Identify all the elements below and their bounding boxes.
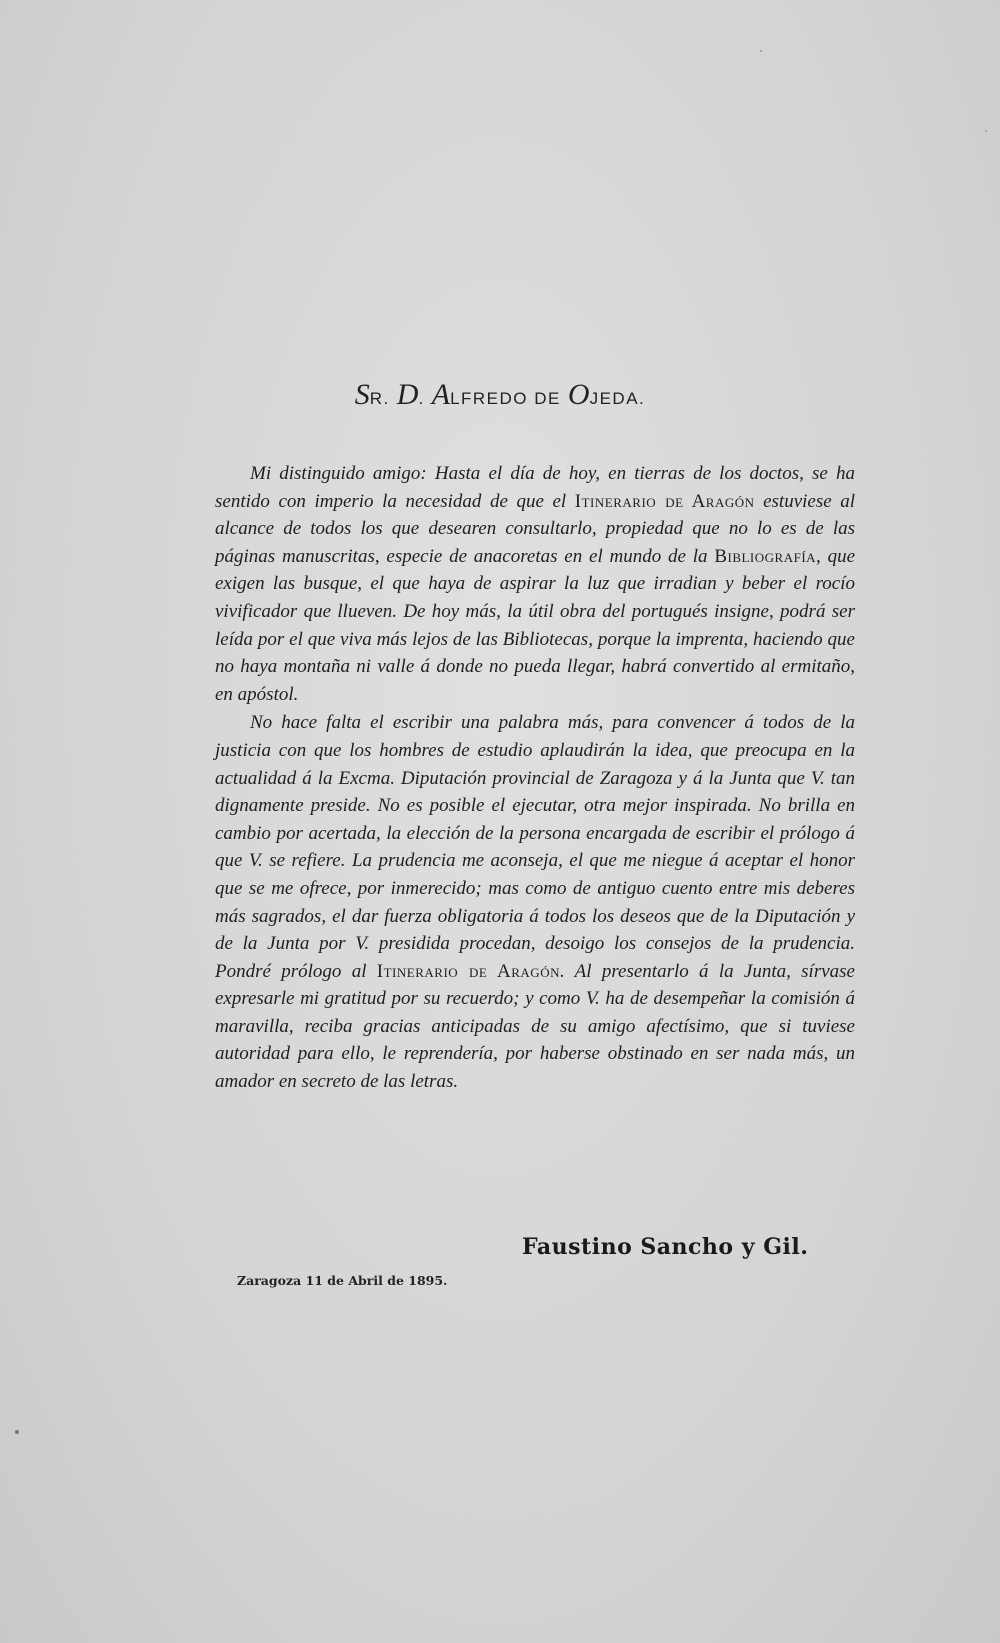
paper-speck bbox=[760, 50, 762, 52]
bibliografia-term: Bibliografía bbox=[714, 545, 817, 567]
place-date: Zaragoza 11 de Abril de 1895. bbox=[237, 1273, 448, 1288]
letter-body bbox=[215, 460, 855, 1096]
signature: Faustino Sancho y Gil. bbox=[522, 1234, 809, 1260]
paragraph-1-text-a: Mi distinguido amigo: Hasta el día de hoy, en tierras de los doctos, se ha sentido con imperio la necesidad de que el bbox=[215, 463, 855, 512]
letter-paragraph-2 bbox=[215, 709, 855, 1095]
salutation-don-initial: D bbox=[396, 378, 419, 411]
paper-speck bbox=[985, 130, 987, 132]
salutation-first-initial: A bbox=[431, 378, 451, 411]
salutation-first-rest: LFREDO DE bbox=[450, 389, 561, 408]
salutation-don-rest: . bbox=[418, 389, 425, 408]
paragraph-1-text-b: estuviese al alcance de todos los que desearen consultarlo, propiedad que no lo es de las páginas manuscritas, especie de anacoretas en el mundo de la bbox=[215, 490, 856, 567]
letter-paragraph-1 bbox=[215, 460, 855, 708]
itinerario-title: Itinerario de Aragón bbox=[574, 490, 755, 512]
paragraph-2-text-a: No hace falta el escribir una palabra más, para convencer á todos de la justicia con que los hombres de estudio aplaudirán la idea, que preocupa en la actualidad á la Excma. Diputación provincial de Zaragoza y á la Junta que V. tan dignamente preside. No es posible el ejecutar, otra mejor inspirada. No brilla en cambio por acertada, la elección de la persona encargada de escribir el prólogo á que V. se refiere. La prudencia me aconseja, el que me niegue á aceptar el honor que se me ofrece, por inmerecido; mas como de antiguo cuento entre mis deberes más sagrados, el dar fuerza obligatoria á todos los deseos que de la Diputación y de la Junta por V. presidida procedan, desoigo los consejos de la prudencia. Pondré prólogo al bbox=[215, 712, 855, 982]
paper-speck bbox=[15, 1430, 19, 1434]
salutation-prefix-initial: S bbox=[354, 378, 370, 411]
salutation-last-initial: O bbox=[567, 378, 590, 411]
paragraph-2-text-b: . Al presentarlo á la Junta, sírvase expresarle mi gratitud por su recuerdo; y como V. ha de desempeñar la comisión á maravilla, reciba gracias anticipadas de su amigo afectísimo, que si tuviese autoridad para ello, le reprendería, por haberse obstinado en ser nada más, un amador en secreto de las letras. bbox=[215, 960, 855, 1093]
salutation-last-rest: JEDA. bbox=[589, 389, 646, 408]
salutation-prefix-rest: R. bbox=[369, 389, 390, 408]
paragraph-1-text-c: , que exigen las busque, el que haya de aspirar la luz que irradian y beber el rocío vivificador que llueven. De hoy más, la útil obra del portugués insigne, podrá ser leída por el que viva más lejos de las Bibliotecas, porque la imprenta, haciendo que no haya montaña ni valle á donde no pueda llegar, habrá convertido al ermitaño, en apóstol. bbox=[215, 545, 856, 705]
salutation-heading bbox=[0, 378, 1000, 412]
itinerario-title-2: Itinerario de Aragón bbox=[376, 960, 560, 982]
